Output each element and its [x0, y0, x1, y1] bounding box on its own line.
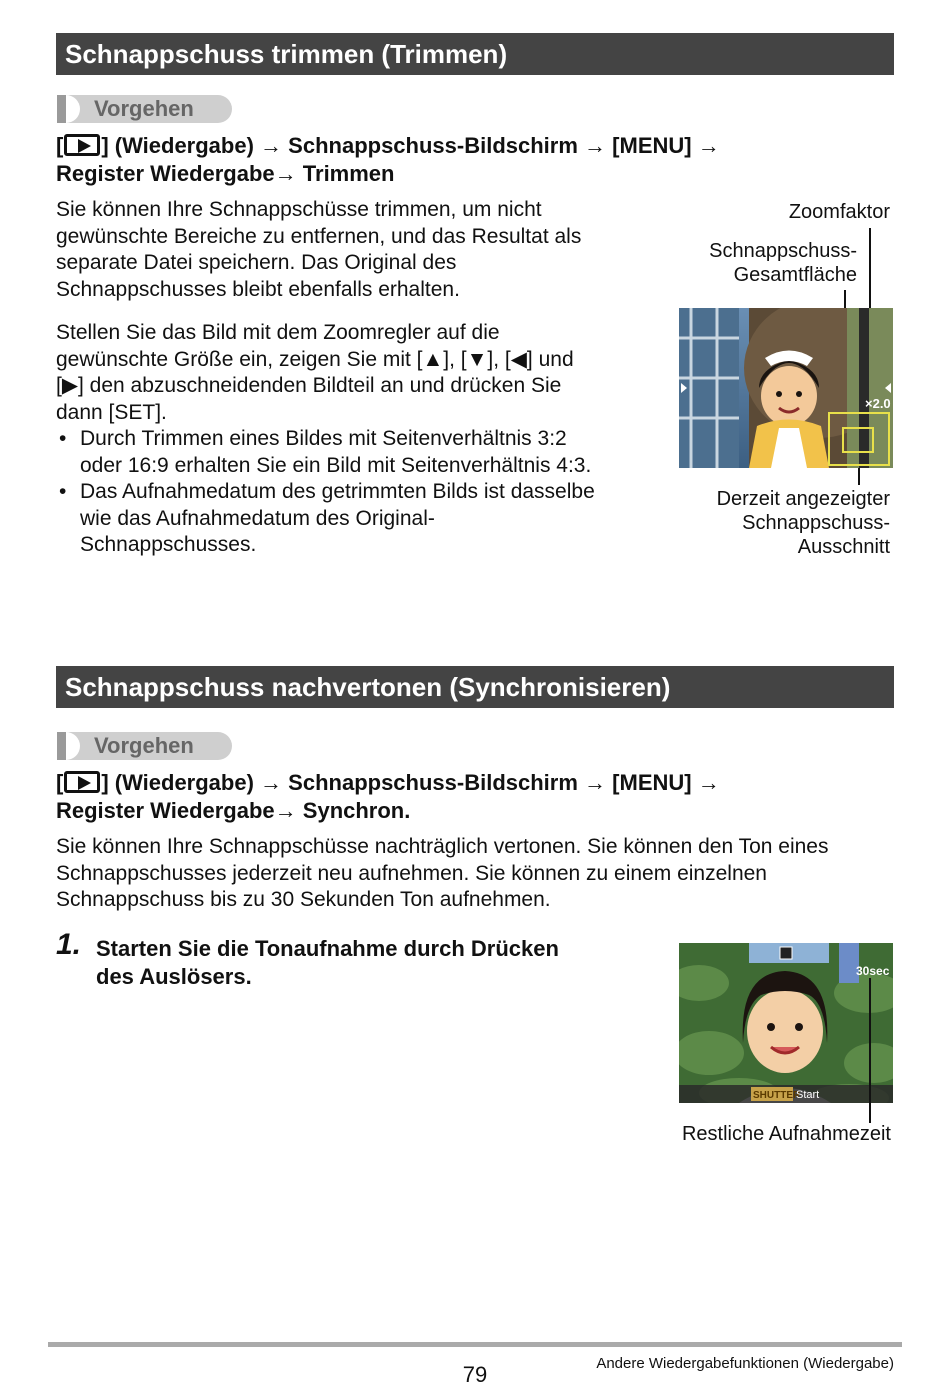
footer-divider: [48, 1342, 902, 1347]
menu-path-line2: Register Wiedergabe→ Trimmen: [56, 161, 395, 186]
callout-zoom-factor: Zoomfaktor: [788, 201, 890, 223]
menu-path-line1: [ ] (Wiedergabe) → Schnappschuss-Bildschirm → [MENU] →: [56, 133, 720, 158]
instruction-paragraph: Stellen Sie das Bild mit dem Zoomregler auf die gewünschte Größe ein, zeigen Sie mit [▲], [▼], [◀] und [▶] den abzuschneidenden Bildteil an und drücken Sie dann [SET].: [56, 321, 574, 424]
intro-paragraph: Sie können Ihre Schnappschüsse nachträglich vertonen. Sie können den Ton eines Schnappschusses jederzeit neu aufnehmen. Sie können zu einem einzelnen Schnappschuss bis zu 30 Sekunden Ton aufnehmen.: [56, 835, 829, 911]
trim-screen-illustration: [679, 308, 893, 468]
procedure-label: Vorgehen: [94, 96, 194, 121]
sync-screen-photo: [679, 943, 893, 1103]
callout-total-area: Schnappschuss- Gesamtfläche: [709, 240, 857, 286]
leader-line-remaining: [869, 978, 871, 1123]
section-title-trimmen: Schnappschuss trimmen (Trimmen): [56, 33, 894, 75]
play-icon: [64, 134, 100, 156]
chapter-title: Andere Wiedergabefunktionen (Wiedergabe): [596, 1355, 894, 1372]
remaining-time-readout: 30sec: [856, 964, 890, 978]
intro-paragraph: Sie können Ihre Schnappschüsse trimmen, um nicht gewünschte Bereiche zu entfernen, und das Resultat als separate Datei speichern. Das Original des Schnappschusses bleibt ebenfalls erhalten.: [56, 198, 582, 301]
list-item: • Das Aufnahmedatum des getrimmten Bilds ist dasselbe wie das Aufnahmedatum des Original- Schnappschusses.: [56, 479, 595, 559]
procedure-label: Vorgehen: [94, 733, 194, 758]
sync-screen-illustration: [679, 943, 893, 1103]
step-text: Starten Sie die Tonaufnahme durch Drücken des Auslösers.: [96, 936, 559, 989]
play-icon: [64, 771, 100, 793]
procedure-tab: [57, 732, 232, 760]
section-title-synchron: Schnappschuss nachvertonen (Synchronisieren): [56, 666, 894, 708]
notes-list: [56, 426, 595, 559]
step-number: 1.: [56, 928, 82, 961]
callout-current-area: Derzeit angezeigter Schnappschuss- Ausschnitt: [716, 488, 890, 558]
page-number: 79: [462, 1362, 488, 1382]
zoom-readout: ×2.0: [865, 396, 891, 411]
menu-path-line2: Register Wiedergabe→ Synchron.: [56, 798, 411, 823]
procedure-tab: [57, 95, 232, 123]
list-item: • Durch Trimmen eines Bildes mit Seitenverhältnis 3:2 oder 16:9 erhalten Sie ein Bild mit Seitenverhältnis 4:3.: [56, 426, 595, 479]
menu-path-line1: [ ] (Wiedergabe) → Schnappschuss-Bildschirm → [MENU] →: [56, 770, 720, 795]
callout-remaining-time: Restliche Aufnahmezeit: [681, 1123, 891, 1145]
shutter-label: SHUTTER: [753, 1090, 801, 1101]
trim-screen-photo: [679, 308, 893, 468]
start-label: Start: [796, 1089, 820, 1101]
